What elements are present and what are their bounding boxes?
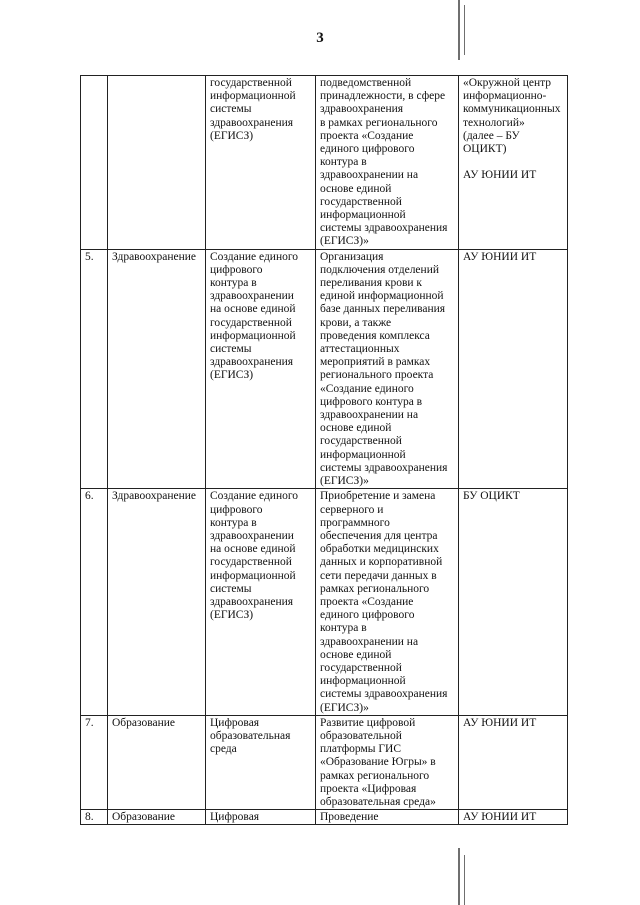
activity-cell: Организация подключения отделений переливания крови к единой информационной базе данных переливания крови, а также проведения комплекса аттестационных мероприятий в рамках регионального проекта «Создание единого цифрового контура в здравоохранении на основе единой государственной информационной системы здравоохранения (ЕГИСЗ)» — [316, 249, 459, 489]
executor-cell: АУ ЮНИИ ИТ — [459, 810, 568, 825]
scan-mark-top-thin — [464, 5, 465, 55]
project-cell: Создание единого цифрового контура в здравоохранении на основе единой государственной информационной системы здравоохранения (ЕГИСЗ) — [206, 489, 316, 715]
page-number: 3 — [316, 30, 324, 46]
row-number: 5. — [81, 249, 108, 489]
sector-cell: Образование — [108, 715, 206, 809]
table-row — [81, 810, 568, 825]
sector-cell: Образование — [108, 810, 206, 825]
executor-cell: «Окружной центр информационно- коммуникационных технологий» (далее – БУ ОЦИКТ) АУ ЮНИИ ИТ — [459, 76, 568, 250]
table-row — [81, 249, 568, 489]
table-row — [81, 489, 568, 715]
activity-cell: Развитие цифровой образовательной платформы ГИС «Образование Югры» в рамках регионального проекта «Цифровая образовательная среда» — [316, 715, 459, 809]
activities-table — [80, 75, 568, 825]
row-number: 6. — [81, 489, 108, 715]
scan-mark-bottom — [458, 848, 460, 905]
row-number — [81, 76, 108, 250]
sector-cell: Здравоохранение — [108, 249, 206, 489]
activity-cell: Приобретение и замена серверного и программного обеспечения для центра обработки медицинских данных и корпоративной сети передачи данных в рамках регионального проекта «Создание единого цифрового контура в здравоохранении на основе единой государственной информационной системы здравоохранения (ЕГИСЗ)» — [316, 489, 459, 715]
sector-cell — [108, 76, 206, 250]
table-row — [81, 715, 568, 809]
scan-mark-top — [458, 0, 460, 60]
row-number: 8. — [81, 810, 108, 825]
executor-cell: БУ ОЦИКТ — [459, 489, 568, 715]
activity-cell: Проведение — [316, 810, 459, 825]
project-cell: Цифровая образовательная среда — [206, 715, 316, 809]
project-cell: государственной информационной системы здравоохранения (ЕГИСЗ) — [206, 76, 316, 250]
sector-cell: Здравоохранение — [108, 489, 206, 715]
project-cell: Создание единого цифрового контура в здравоохранении на основе единой государственной информационной системы здравоохранения (ЕГИСЗ) — [206, 249, 316, 489]
executor-cell: АУ ЮНИИ ИТ — [459, 249, 568, 489]
activity-cell: подведомственной принадлежности, в сфере здравоохранения в рамках регионального проекта «Создание единого цифрового контура в здравоохранении на основе единой государственной информационной системы здравоохранения (ЕГИСЗ)» — [316, 76, 459, 250]
executor-cell: АУ ЮНИИ ИТ — [459, 715, 568, 809]
row-number: 7. — [81, 715, 108, 809]
table-row — [81, 76, 568, 250]
project-cell: Цифровая — [206, 810, 316, 825]
scan-mark-bottom-thin — [464, 855, 465, 905]
